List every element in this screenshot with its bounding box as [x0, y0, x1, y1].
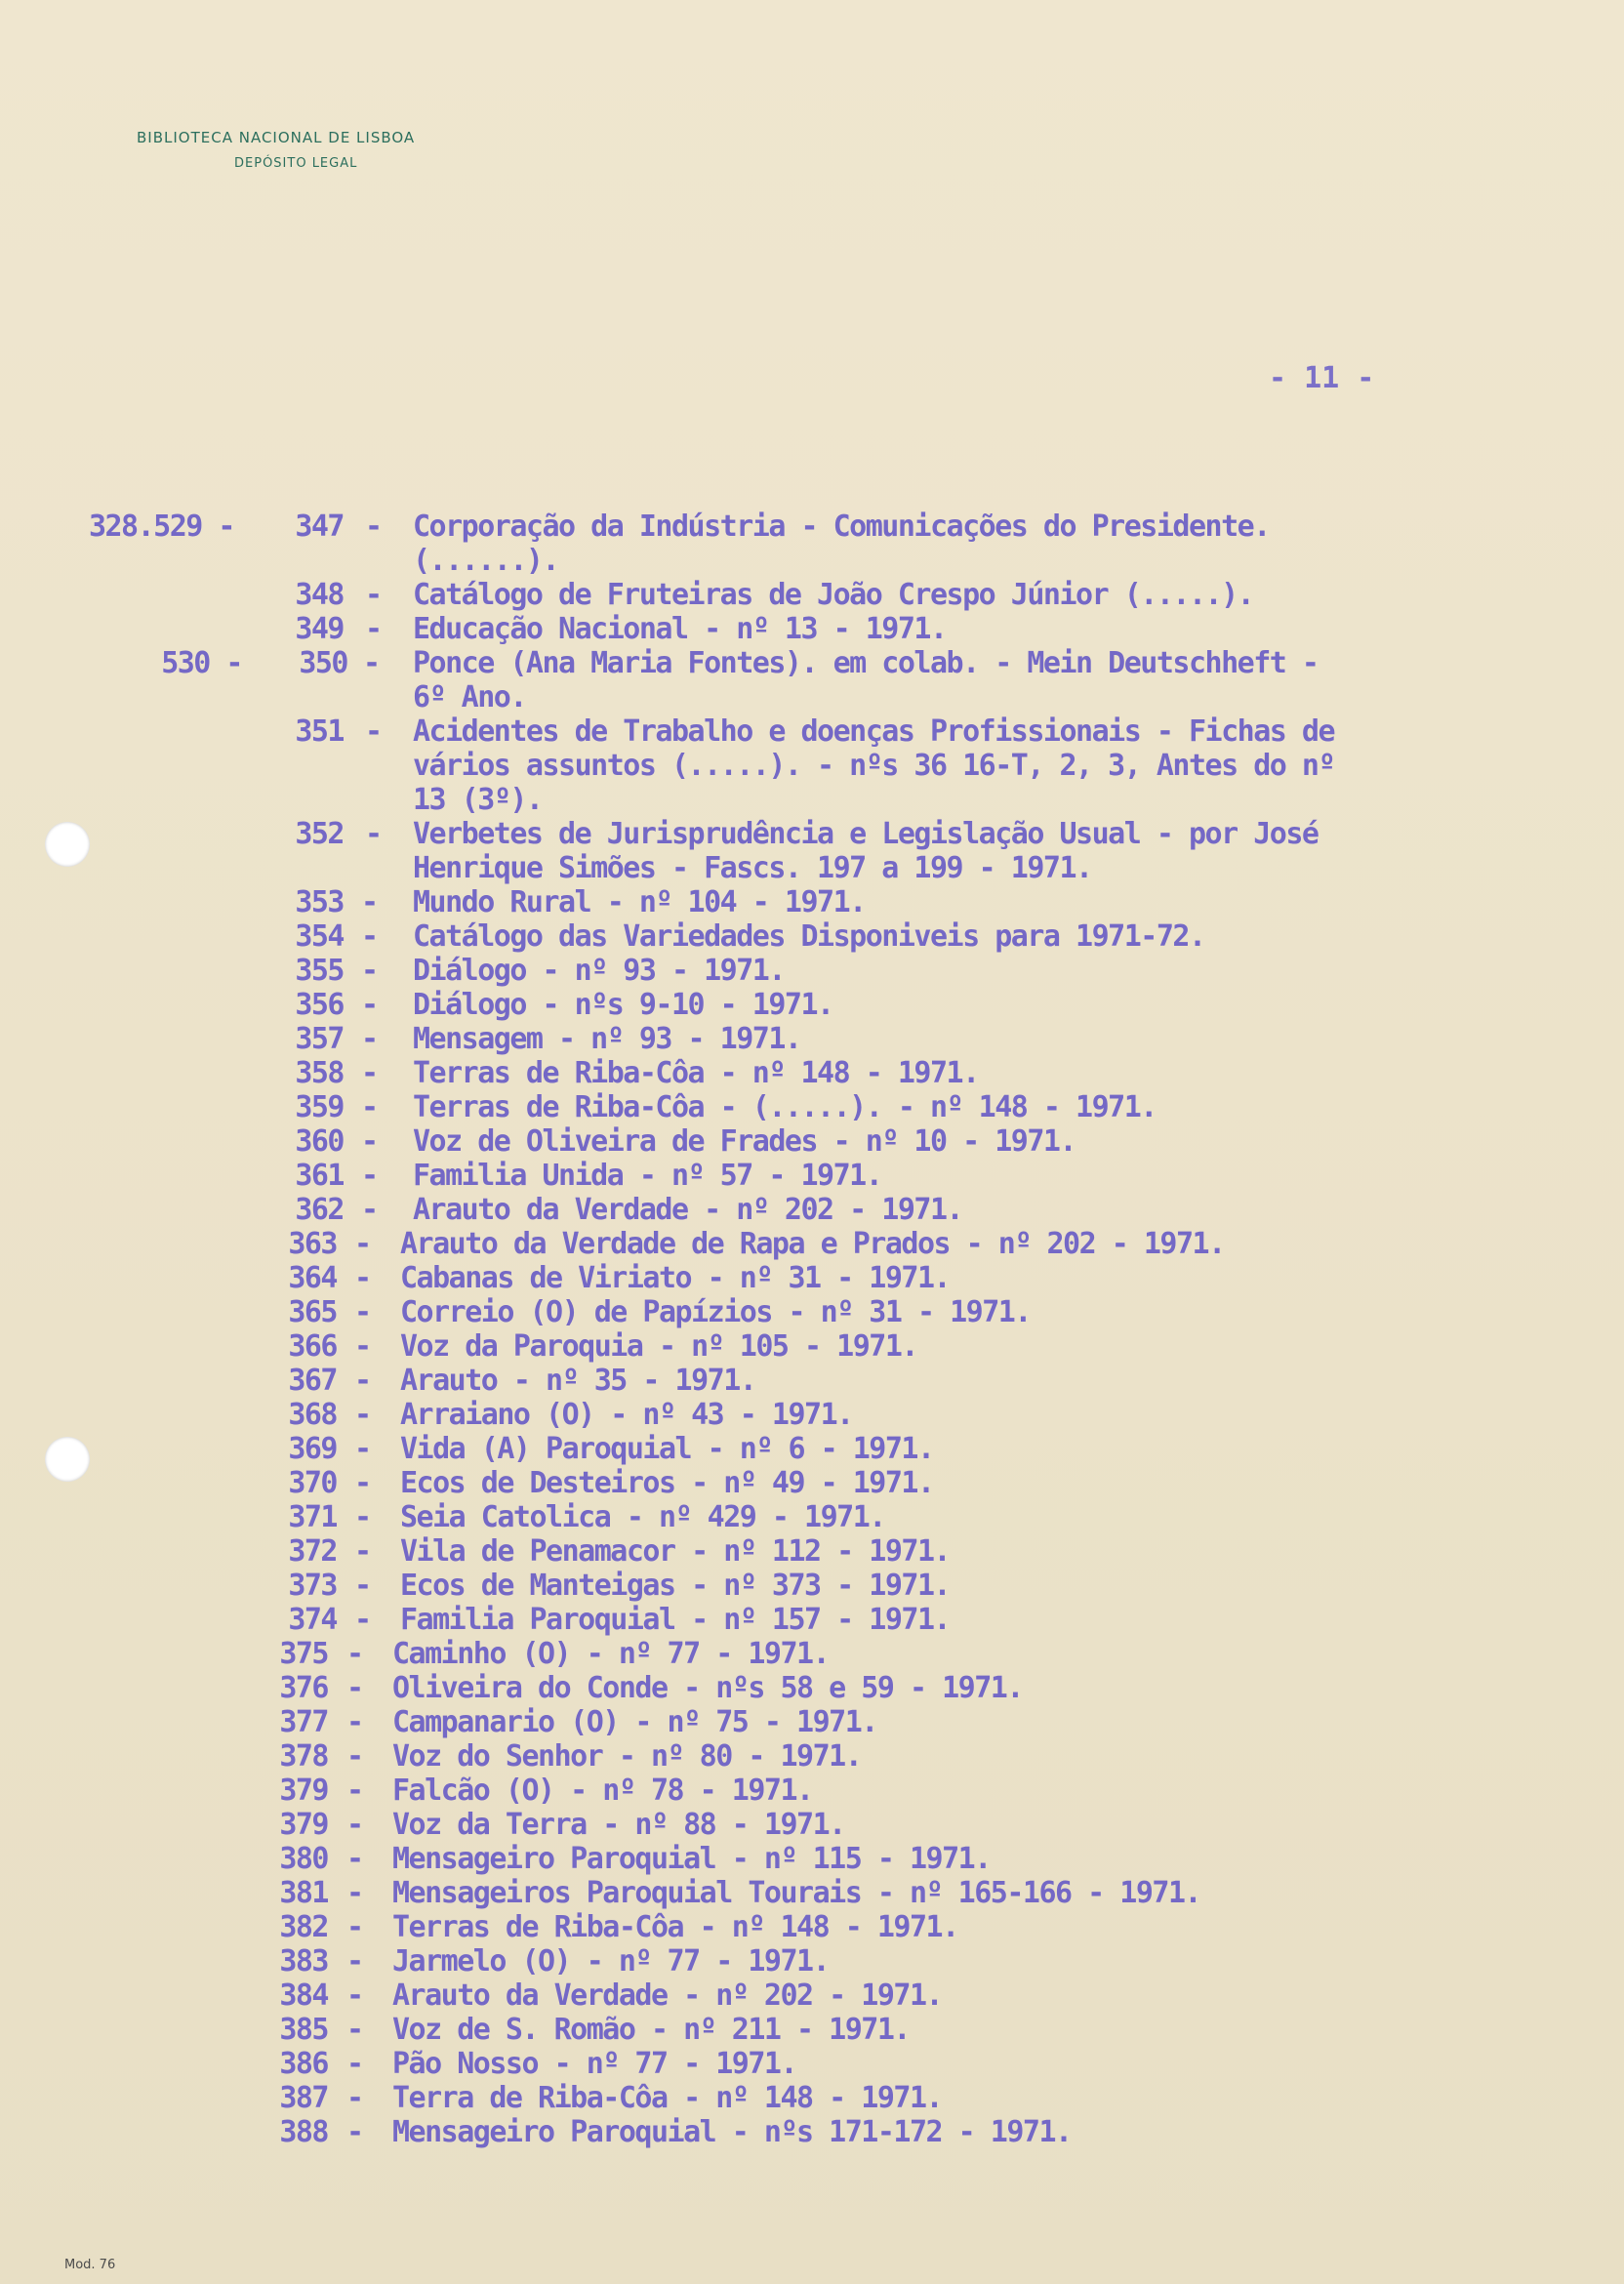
list-item: [0, 714, 1624, 749]
entry-number: 363: [288, 1227, 337, 1261]
entry-title: Campanario (O) - nº 75 - 1971.: [392, 1705, 877, 1739]
page-number: - 11 -: [1269, 361, 1375, 395]
entry-separator: -: [346, 2081, 363, 2115]
entry-number: 353: [295, 885, 344, 919]
entry-separator: -: [346, 1637, 363, 1671]
entry-separator: -: [354, 1227, 371, 1261]
entry-title: Arauto da Verdade de Rapa e Prados - nº 202 - 1971.: [400, 1227, 1225, 1261]
entry-title: Diálogo - nºs 9-10 - 1971.: [413, 988, 833, 1022]
entry-number: 366: [288, 1329, 337, 1364]
list-item: [0, 1500, 1624, 1534]
list-item: [0, 2081, 1624, 2115]
entry-title: Terras de Riba-Côa - nº 148 - 1971.: [413, 1056, 979, 1090]
entry-number: 369: [288, 1432, 337, 1466]
entry-separator: -: [365, 714, 382, 749]
list-item: [0, 1090, 1624, 1124]
entry-number: 351: [295, 714, 344, 749]
entry-title: Ecos de Manteigas - nº 373 - 1971.: [400, 1569, 951, 1603]
list-item: [0, 1295, 1624, 1329]
letterhead: [137, 129, 415, 171]
entry-number: 371: [288, 1500, 337, 1534]
entry-number: 367: [288, 1364, 337, 1398]
entry-title: Catálogo das Variedades Disponiveis para 1971-72.: [413, 919, 1205, 954]
deposit-number: 530 -: [161, 646, 242, 680]
list-item: [0, 1910, 1624, 1944]
entry-title: Pão Nosso - nº 77 - 1971.: [392, 2047, 797, 2081]
entry-number: 383: [279, 1944, 328, 1978]
entry-separator: -: [346, 1671, 363, 1705]
list-item: [0, 1842, 1624, 1876]
entry-separator: -: [346, 1910, 363, 1944]
list-item: [0, 1329, 1624, 1364]
entry-number: 382: [279, 1910, 328, 1944]
entry-separator: -: [361, 1193, 378, 1227]
entry-separator: -: [354, 1569, 371, 1603]
list-item: [0, 2047, 1624, 2081]
entry-separator: -: [354, 1432, 371, 1466]
list-item: [0, 2115, 1624, 2149]
entry-separator: -: [361, 885, 378, 919]
list-item: [0, 1603, 1624, 1637]
list-item: [0, 2013, 1624, 2047]
entry-separator: -: [346, 1808, 363, 1842]
entry-number: 377: [279, 1705, 328, 1739]
entry-separator: -: [363, 646, 380, 680]
entry-separator: -: [361, 1090, 378, 1124]
department-name: DEPÓSITO LEGAL: [234, 156, 358, 171]
entry-title: Familia Paroquial - nº 157 - 1971.: [400, 1603, 951, 1637]
entry-title: 13 (3º).: [413, 783, 543, 817]
entry-number: 379: [279, 1774, 328, 1808]
entry-number: 357: [295, 1022, 344, 1056]
entry-title: Mensageiro Paroquial - nº 115 - 1971.: [392, 1842, 991, 1876]
list-item: [0, 954, 1624, 988]
entry-title: (......).: [413, 544, 559, 578]
entry-separator: -: [365, 510, 382, 544]
entry-title: Voz do Senhor - nº 80 - 1971.: [392, 1739, 862, 1774]
entry-number: 378: [279, 1739, 328, 1774]
list-item: [0, 1398, 1624, 1432]
list-item: [0, 1569, 1624, 1603]
entry-number: 380: [279, 1842, 328, 1876]
list-item-continuation: [0, 783, 1624, 817]
entry-number: 373: [288, 1569, 337, 1603]
list-item-continuation: [0, 544, 1624, 578]
list-item: [0, 1637, 1624, 1671]
list-item: [0, 510, 1624, 544]
entry-title: Mensagem - nº 93 - 1971.: [413, 1022, 801, 1056]
list-item: [0, 1193, 1624, 1227]
entry-separator: -: [346, 1944, 363, 1978]
entry-title: Terras de Riba-Côa - nº 148 - 1971.: [392, 1910, 958, 1944]
entry-title: Voz da Terra - nº 88 - 1971.: [392, 1808, 845, 1842]
entry-separator: -: [365, 578, 382, 612]
entry-number: 387: [279, 2081, 328, 2115]
list-item: [0, 612, 1624, 646]
list-item: [0, 885, 1624, 919]
list-item: [0, 919, 1624, 954]
entry-number: 388: [279, 2115, 328, 2149]
entry-separator: -: [346, 1978, 363, 2013]
entry-separator: -: [346, 1774, 363, 1808]
list-item: [0, 578, 1624, 612]
entry-title: Jarmelo (O) - nº 77 - 1971.: [392, 1944, 830, 1978]
entries-list: [0, 510, 1624, 2149]
entry-title: Mundo Rural - nº 104 - 1971.: [413, 885, 866, 919]
entry-separator: -: [354, 1466, 371, 1500]
list-item: [0, 1774, 1624, 1808]
entry-number: 379: [279, 1808, 328, 1842]
list-item: [0, 1705, 1624, 1739]
entry-title: Oliveira do Conde - nºs 58 e 59 - 1971.: [392, 1671, 1023, 1705]
entry-title: Familia Unida - nº 57 - 1971.: [413, 1159, 882, 1193]
entry-title: Terra de Riba-Côa - nº 148 - 1971.: [392, 2081, 943, 2115]
entry-number: 354: [295, 919, 344, 954]
entry-title: Falcão (O) - nº 78 - 1971.: [392, 1774, 813, 1808]
list-item: [0, 988, 1624, 1022]
entry-title: Arraiano (O) - nº 43 - 1971.: [400, 1398, 853, 1432]
entry-separator: -: [354, 1500, 371, 1534]
entry-number: 362: [295, 1193, 344, 1227]
entry-title: Seia Catolica - nº 429 - 1971.: [400, 1500, 885, 1534]
entry-number: 381: [279, 1876, 328, 1910]
entry-title: Catálogo de Fruteiras de João Crespo Júnior (.....).: [413, 578, 1254, 612]
form-code: Mod. 76: [64, 2258, 116, 2272]
list-item-continuation: [0, 749, 1624, 783]
entry-separator: -: [361, 919, 378, 954]
entry-title: Voz da Paroquia - nº 105 - 1971.: [400, 1329, 917, 1364]
entry-title: Correio (O) de Papízios - nº 31 - 1971.: [400, 1295, 1031, 1329]
entry-title: Terras de Riba-Côa - (.....). - nº 148 - 1971.: [413, 1090, 1157, 1124]
entry-separator: -: [365, 817, 382, 851]
list-item: [0, 1227, 1624, 1261]
entry-number: 348: [295, 578, 344, 612]
entry-title: 6º Ano.: [413, 680, 526, 714]
entry-title: Ponce (Ana Maria Fontes). em colab. - Mein Deutschheft -: [413, 646, 1319, 680]
entry-title: Ecos de Desteiros - nº 49 - 1971.: [400, 1466, 934, 1500]
entry-separator: -: [361, 1124, 378, 1159]
entry-title: Vila de Penamacor - nº 112 - 1971.: [400, 1534, 951, 1569]
entry-title: Voz de S. Romão - nº 211 - 1971.: [392, 2013, 910, 2047]
list-item: [0, 1364, 1624, 1398]
entry-separator: -: [346, 2115, 363, 2149]
list-item-continuation: [0, 851, 1624, 885]
entry-title: Arauto da Verdade - nº 202 - 1971.: [413, 1193, 963, 1227]
list-item: [0, 817, 1624, 851]
entry-title: Caminho (O) - nº 77 - 1971.: [392, 1637, 830, 1671]
list-item: [0, 1671, 1624, 1705]
entry-number: 355: [295, 954, 344, 988]
entry-separator: -: [346, 2047, 363, 2081]
entry-number: 375: [279, 1637, 328, 1671]
entry-separator: -: [354, 1295, 371, 1329]
entry-separator: -: [346, 1705, 363, 1739]
entry-separator: -: [354, 1534, 371, 1569]
entry-separator: -: [361, 1056, 378, 1090]
list-item: [0, 1159, 1624, 1193]
entry-separator: -: [354, 1364, 371, 1398]
deposit-number: 328.529 -: [88, 510, 234, 544]
entry-number: 361: [295, 1159, 344, 1193]
entry-number: 386: [279, 2047, 328, 2081]
entry-separator: -: [354, 1329, 371, 1364]
list-item: [0, 1056, 1624, 1090]
entry-separator: -: [346, 1876, 363, 1910]
entry-number: 374: [288, 1603, 337, 1637]
entry-number: 352: [295, 817, 344, 851]
entry-separator: -: [361, 1022, 378, 1056]
entry-number: 347: [295, 510, 344, 544]
entry-number: 370: [288, 1466, 337, 1500]
entry-number: 350: [299, 646, 347, 680]
list-item: [0, 1261, 1624, 1295]
entry-number: 359: [295, 1090, 344, 1124]
entry-title: Acidentes de Trabalho e doenças Profissionais - Fichas de: [413, 714, 1335, 749]
entry-separator: -: [361, 954, 378, 988]
entry-title: vários assuntos (.....). - nºs 36 16-T, 2, 3, Antes do nº: [413, 749, 1335, 783]
entry-title: Mensageiros Paroquial Tourais - nº 165-166 - 1971.: [392, 1876, 1201, 1910]
entry-title: Educação Nacional - nº 13 - 1971.: [413, 612, 947, 646]
entry-number: 358: [295, 1056, 344, 1090]
entry-separator: -: [361, 1159, 378, 1193]
institution-name: BIBLIOTECA NACIONAL DE LISBOA: [137, 129, 416, 146]
list-item: [0, 1739, 1624, 1774]
entry-separator: -: [346, 1739, 363, 1774]
list-item: [0, 1944, 1624, 1978]
entry-title: Verbetes de Jurisprudência e Legislação Usual - por José: [413, 817, 1319, 851]
entry-number: 372: [288, 1534, 337, 1569]
list-item: [0, 646, 1624, 680]
entry-title: Mensageiro Paroquial - nºs 171-172 - 1971.: [392, 2115, 1072, 2149]
entry-title: Henrique Simões - Fascs. 197 a 199 - 1971.: [413, 851, 1092, 885]
list-item: [0, 1022, 1624, 1056]
entry-number: 385: [279, 2013, 328, 2047]
list-item: [0, 1876, 1624, 1910]
entry-separator: -: [354, 1398, 371, 1432]
list-item: [0, 1124, 1624, 1159]
entry-title: Voz de Oliveira de Frades - nº 10 - 1971.: [413, 1124, 1076, 1159]
entry-title: Diálogo - nº 93 - 1971.: [413, 954, 785, 988]
entry-title: Cabanas de Viriato - nº 31 - 1971.: [400, 1261, 951, 1295]
entry-number: 360: [295, 1124, 344, 1159]
entry-number: 356: [295, 988, 344, 1022]
list-item: [0, 1466, 1624, 1500]
entry-title: Arauto da Verdade - nº 202 - 1971.: [392, 1978, 943, 2013]
list-item: [0, 1978, 1624, 2013]
entry-separator: -: [354, 1261, 371, 1295]
entry-separator: -: [346, 2013, 363, 2047]
list-item: [0, 1534, 1624, 1569]
entry-title: Vida (A) Paroquial - nº 6 - 1971.: [400, 1432, 934, 1466]
list-item: [0, 1808, 1624, 1842]
entry-separator: -: [354, 1603, 371, 1637]
entry-title: Corporação da Indústria - Comunicações do Presidente.: [413, 510, 1270, 544]
entry-number: 349: [295, 612, 344, 646]
entry-separator: -: [346, 1842, 363, 1876]
list-item-continuation: [0, 680, 1624, 714]
entry-number: 365: [288, 1295, 337, 1329]
entry-title: Arauto - nº 35 - 1971.: [400, 1364, 756, 1398]
list-item: [0, 1432, 1624, 1466]
entry-separator: -: [361, 988, 378, 1022]
entry-separator: -: [365, 612, 382, 646]
entry-number: 384: [279, 1978, 328, 2013]
entry-number: 368: [288, 1398, 337, 1432]
entry-number: 376: [279, 1671, 328, 1705]
entry-number: 364: [288, 1261, 337, 1295]
